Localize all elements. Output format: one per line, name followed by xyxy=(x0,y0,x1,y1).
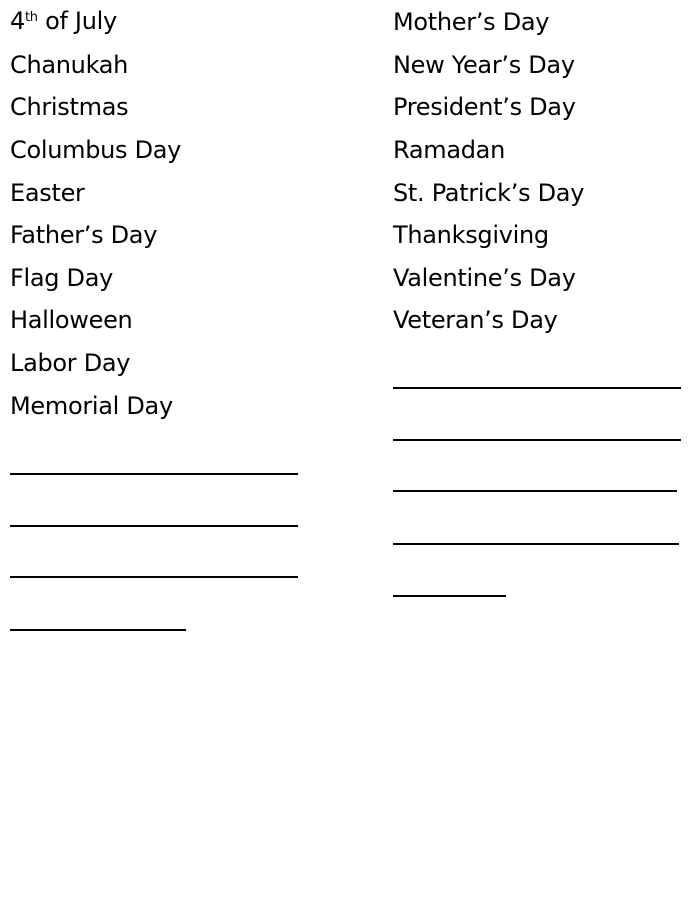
holiday-item: St. Patrick’s Day xyxy=(393,179,585,207)
holiday-item: Flag Day xyxy=(10,264,114,292)
holiday-item: Columbus Day xyxy=(10,136,182,164)
holiday-item: Halloween xyxy=(10,306,133,334)
blank-writing-line[interactable] xyxy=(393,543,679,545)
blank-writing-line[interactable] xyxy=(10,576,298,578)
blank-writing-line[interactable] xyxy=(393,387,681,389)
ordinal-superscript: th xyxy=(24,10,38,25)
holiday-item: Ramadan xyxy=(393,136,505,164)
blank-writing-line[interactable] xyxy=(393,490,677,492)
holiday-suffix: of July xyxy=(37,7,117,35)
blank-writing-line[interactable] xyxy=(10,473,298,475)
blank-writing-line[interactable] xyxy=(393,439,681,441)
blank-writing-line[interactable] xyxy=(10,525,298,527)
holiday-item: Memorial Day xyxy=(10,392,173,420)
holiday-item: Father’s Day xyxy=(10,221,158,249)
holiday-item: Veteran’s Day xyxy=(393,306,558,334)
holiday-number: 4 xyxy=(10,7,25,35)
blank-writing-line-short[interactable] xyxy=(393,595,506,597)
holiday-item: Chanukah xyxy=(10,51,129,79)
holiday-item: President’s Day xyxy=(393,93,576,121)
blank-writing-line-short[interactable] xyxy=(10,629,186,631)
holiday-item-fourth-of-july xyxy=(10,6,117,36)
holiday-item: Christmas xyxy=(10,93,129,121)
holiday-item: Thanksgiving xyxy=(393,221,549,249)
holiday-item: Labor Day xyxy=(10,349,131,377)
holiday-item: New Year’s Day xyxy=(393,51,575,79)
holiday-item: Mother’s Day xyxy=(393,8,550,36)
holiday-item: Easter xyxy=(10,179,85,207)
holiday-item: Valentine’s Day xyxy=(393,264,576,292)
